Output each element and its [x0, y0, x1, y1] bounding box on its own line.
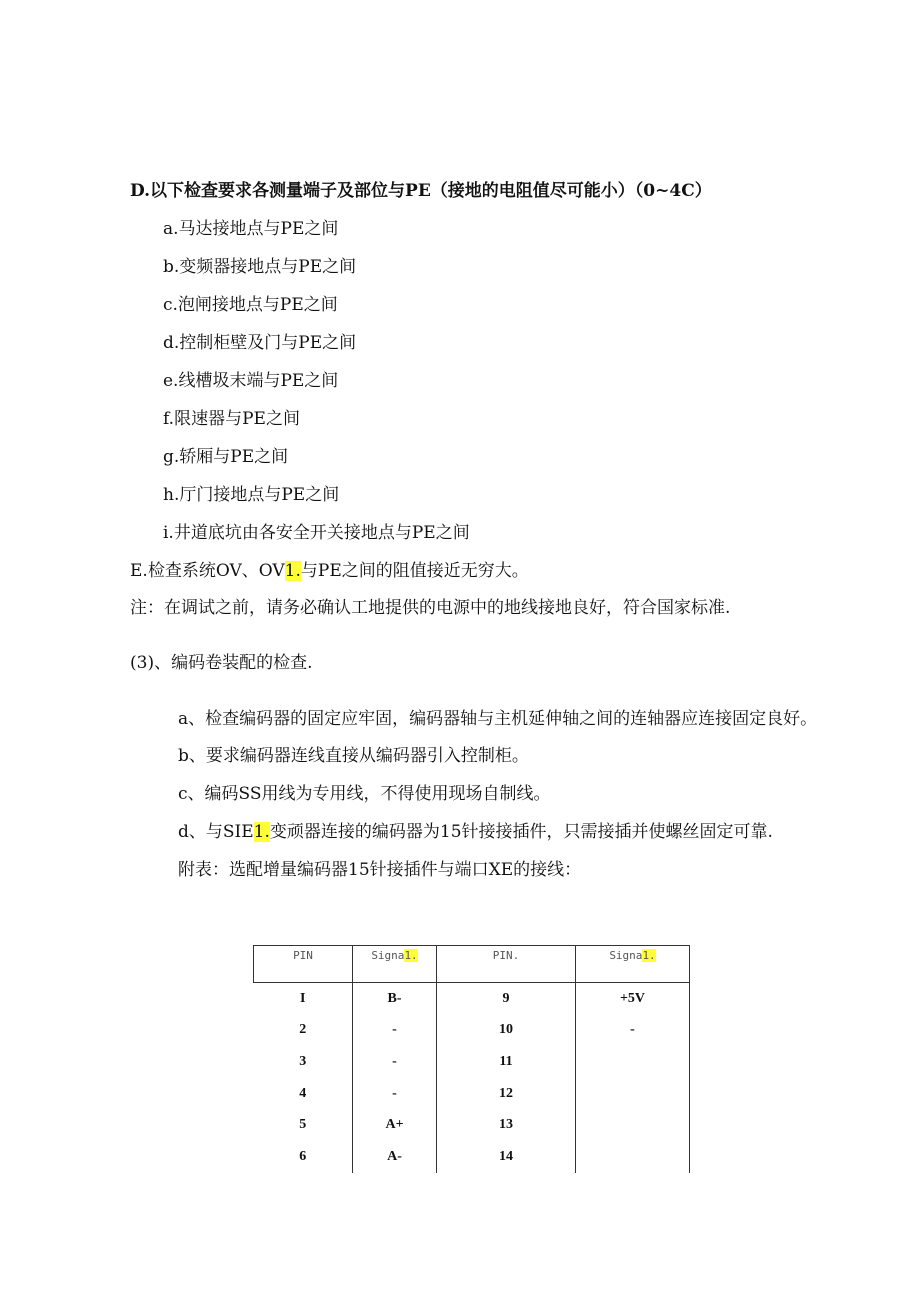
section-d-title: D.以下检查要求各测量端子及部位与PE（接地的电阻值尽可能小）（0~4C） — [130, 181, 712, 201]
highlight-mark: 1. — [253, 822, 270, 842]
check-item-text: d、与SIE — [178, 822, 254, 842]
table-cell: 14 — [437, 1141, 576, 1173]
table-header-row — [254, 946, 690, 983]
table-cell — [576, 1046, 690, 1078]
header-pin — [254, 946, 353, 983]
section-e-line — [130, 560, 529, 582]
table-cell: 3 — [299, 1053, 307, 1069]
check-item: e.线槽圾末端与PE之间 — [163, 371, 339, 391]
check-item: g.轿厢与PE之间 — [163, 447, 289, 467]
highlight-mark: 1. — [284, 561, 301, 581]
check-item: a.马达接地点与PE之间 — [163, 219, 339, 239]
check-item: b.变频器接地点与PE之间 — [163, 257, 357, 277]
table-cell: +5V — [576, 983, 690, 1015]
check-item: a、检查编码器的固定应牢固，编码器轴与主机延伸轴之间的连轴器应连接固定良好。 — [178, 709, 818, 729]
header-pin — [437, 946, 576, 983]
check-item-text: 变顽器连接的编码器为15针接接插件，只需接插并使螺丝固定可靠. — [269, 822, 773, 842]
table-cell: 4 — [299, 1085, 307, 1101]
check-item-d — [178, 821, 773, 843]
table-row — [254, 1046, 690, 1078]
table-cell: 6 — [299, 1148, 307, 1164]
header-signal — [353, 946, 437, 983]
highlight-mark: 1. — [642, 949, 656, 962]
table-cell: 5 — [299, 1117, 307, 1133]
table-cell: B- — [353, 983, 437, 1015]
table-cell: - — [353, 1015, 437, 1047]
check-item: h.厅门接地点与PE之间 — [163, 485, 340, 505]
table-row — [254, 1141, 690, 1173]
table-row — [254, 1109, 690, 1141]
table-cell: - — [353, 1078, 437, 1110]
table-cell: A- — [353, 1141, 437, 1173]
table-cell: 2 — [299, 1022, 307, 1038]
check-item: c、编码SS用线为专用线，不得使用现场自制线。 — [178, 784, 551, 804]
table-row — [254, 1078, 690, 1110]
table-row — [254, 983, 690, 1015]
table-cell: 11 — [437, 1046, 576, 1078]
check-item: c.泡闸接地点与PE之间 — [163, 295, 338, 315]
highlight-mark: 1. — [404, 949, 418, 962]
section-3-title: (3)、编码卷装配的检查. — [130, 653, 313, 673]
section-e-text: E.检查系统OV、OV — [130, 561, 285, 581]
section-e-text: 与PE之间的阻值接近无穷大。 — [300, 561, 529, 581]
table-cell: A+ — [353, 1109, 437, 1141]
check-item: d.控制柜壁及门与PE之间 — [163, 333, 357, 353]
note: 注：在调试之前，请务必确认工地提供的电源中的地线接地良好，符合国家标准. — [130, 598, 731, 618]
table-cell: I — [300, 990, 306, 1006]
table-cell: 12 — [437, 1078, 576, 1110]
header-text: PIN — [293, 949, 313, 962]
table-cell: 10 — [437, 1015, 576, 1047]
check-item: f.限速器与PE之间 — [163, 409, 300, 429]
header-signal — [576, 946, 690, 983]
table-cell — [576, 1109, 690, 1141]
table-row — [254, 1015, 690, 1047]
table-caption: 附表：选配增量编码器15针接插件与端口XE的接线： — [178, 860, 582, 880]
table-cell: 9 — [437, 983, 576, 1015]
table-cell — [576, 1078, 690, 1110]
header-text: Signa — [609, 949, 643, 962]
check-item: i.井道底坑由各安全开关接地点与PE之间 — [163, 523, 470, 543]
pin-signal-table — [253, 945, 690, 1173]
table-cell: 13 — [437, 1109, 576, 1141]
table-cell: - — [353, 1046, 437, 1078]
header-text: Signa — [371, 949, 405, 962]
check-item: b、要求编码器连线直接从编码器引入控制柜。 — [178, 746, 529, 766]
table-cell: - — [576, 1015, 690, 1047]
header-text: PIN. — [492, 949, 520, 962]
table-cell — [576, 1141, 690, 1173]
